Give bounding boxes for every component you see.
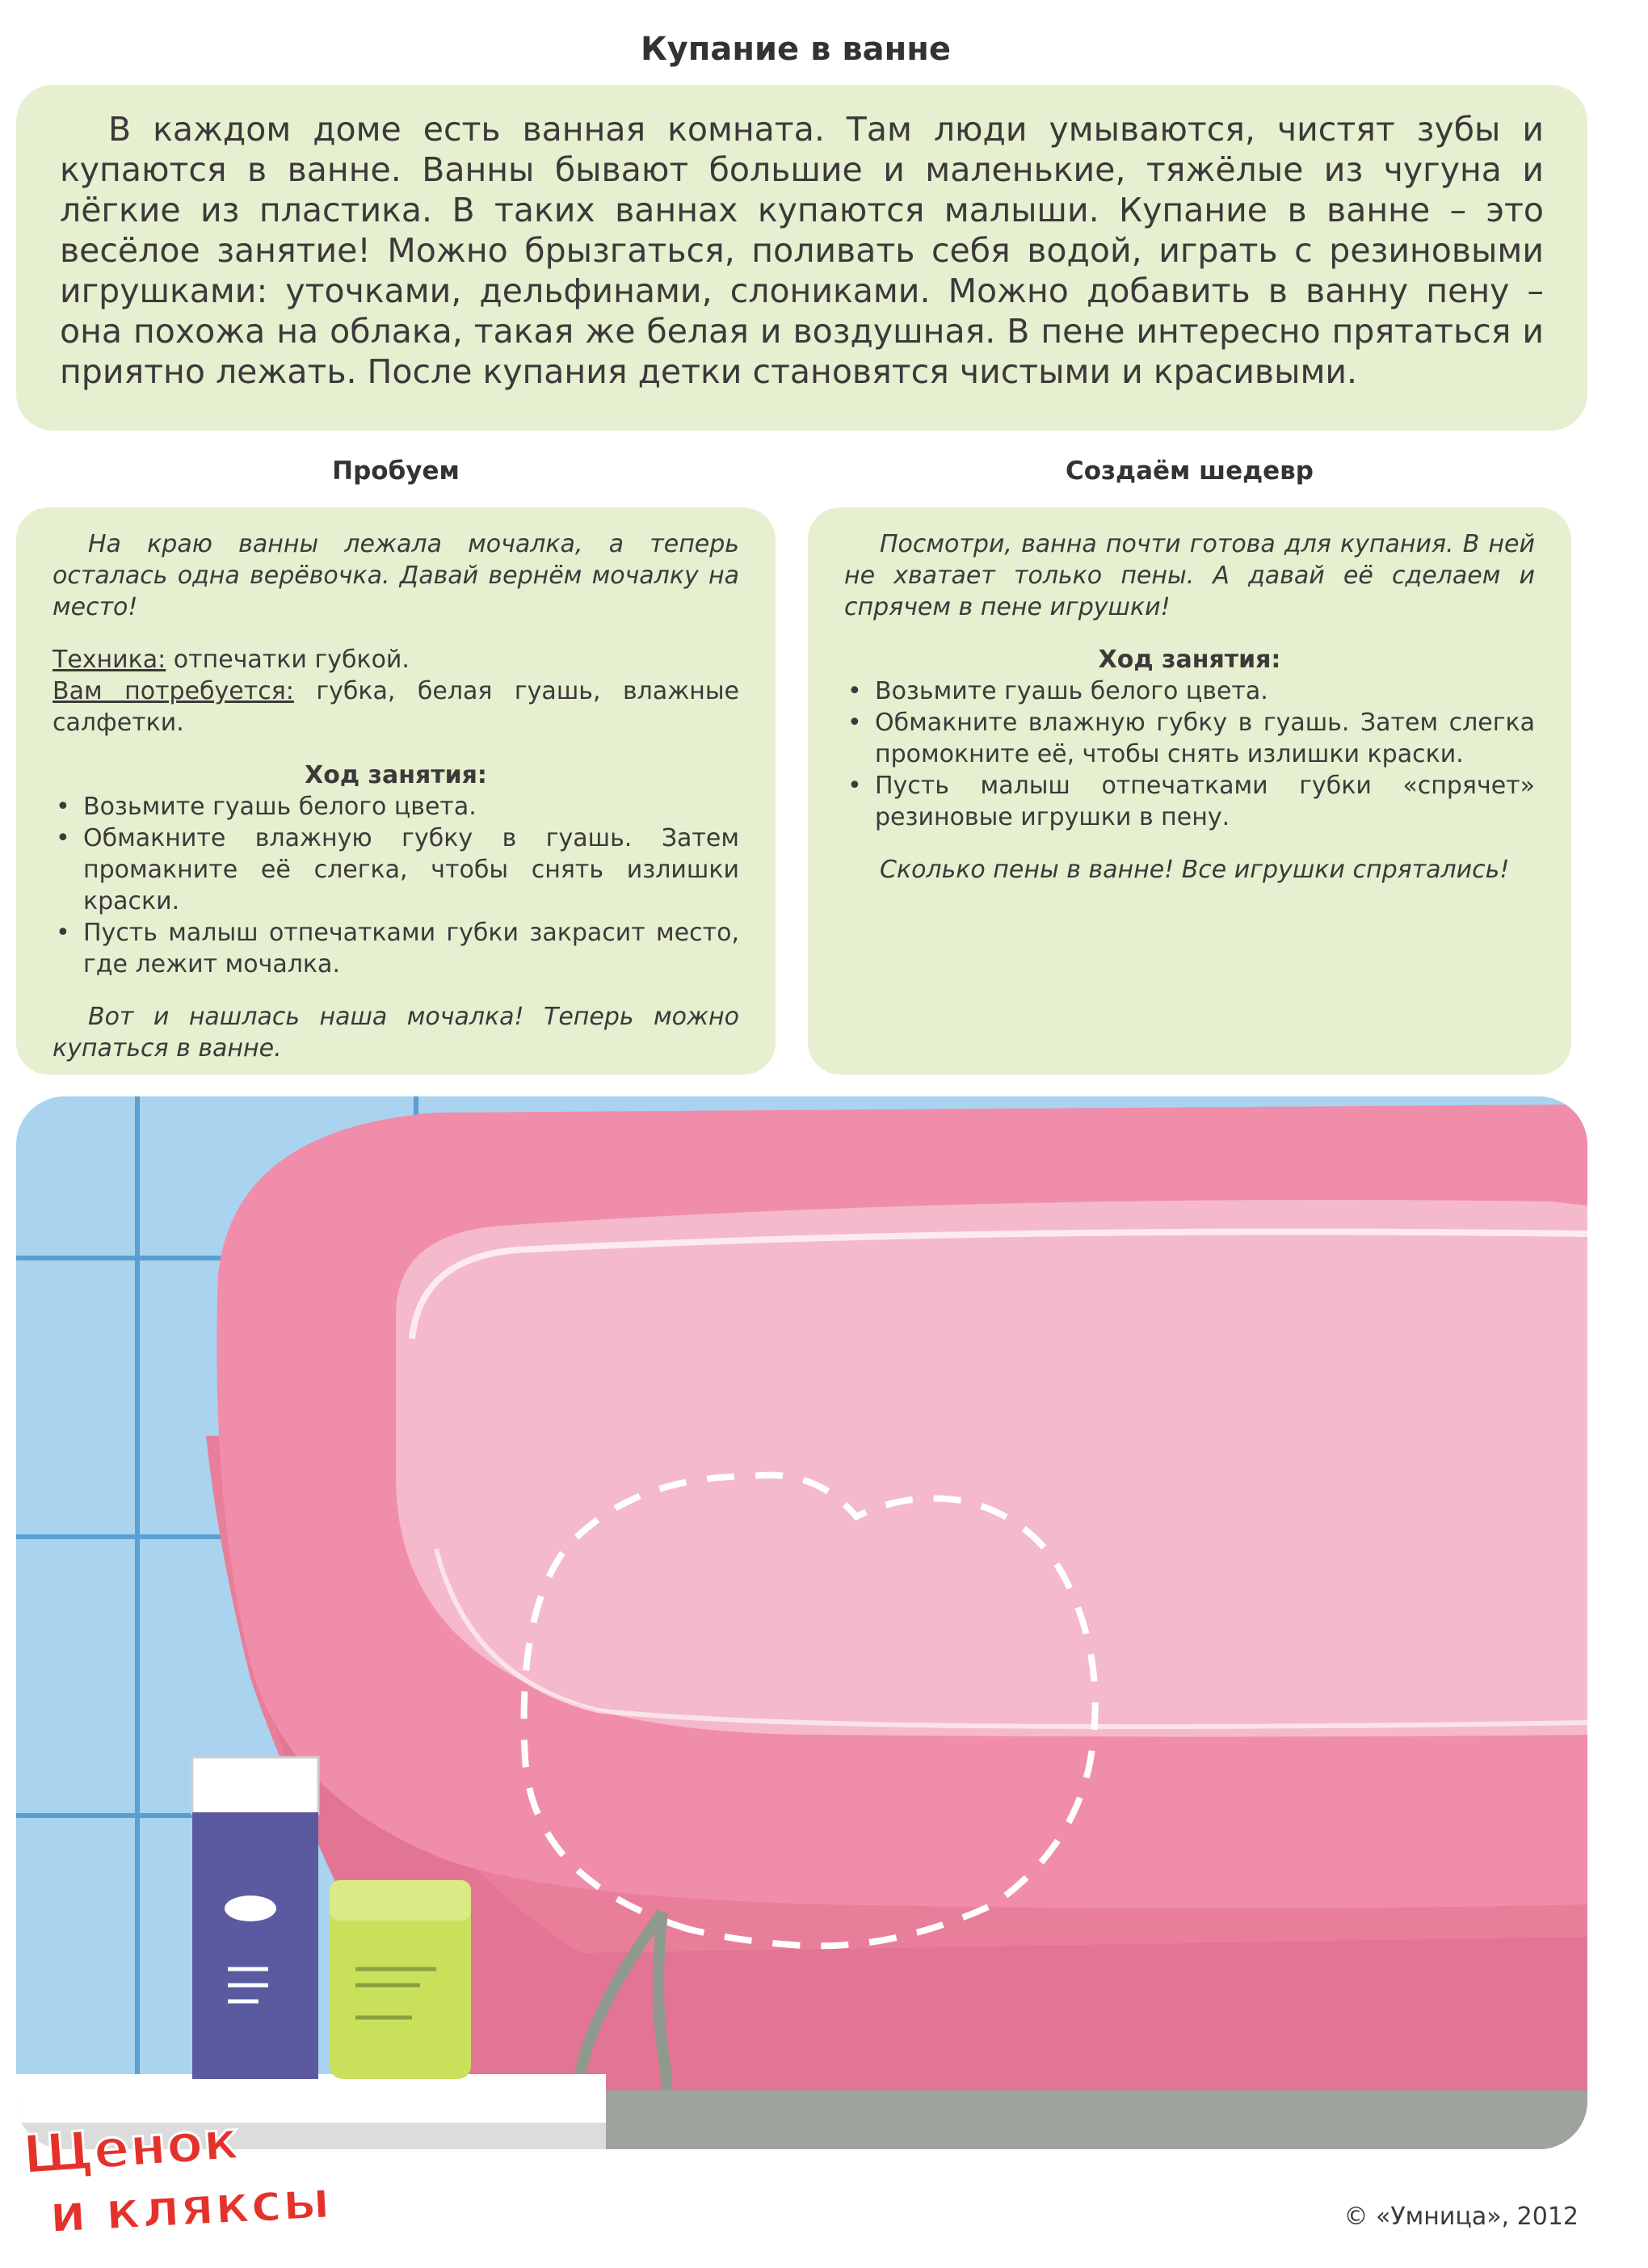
bathtub-illustration — [16, 1096, 1587, 2149]
list-item: • Пусть малыш отпечатками губки закрасит место, где лежит мочалка. — [53, 917, 739, 980]
list-item: • Возьмите гуашь белого цвета. — [53, 791, 739, 823]
soap-bottle — [330, 1880, 471, 2079]
left-closing: Вот и нашлась наша мочалка! Теперь можно купаться в ванне. — [53, 1003, 739, 1062]
left-story: На краю ванны лежала мочалка, а теперь осталась одна верёвочка. Давай вернём мочалку на место! — [53, 530, 739, 621]
materials-line — [53, 675, 739, 738]
left-card — [16, 507, 776, 1075]
list-item: • Обмакните влажную губку в гуашь. Затем промакните её слегка, чтобы снять излишки краски. — [53, 823, 739, 917]
shampoo-bottle — [192, 1757, 318, 2079]
page-title: Купание в ванне — [640, 31, 952, 68]
bathtub-basin — [396, 1200, 1587, 1737]
right-heading: Создаём шедевр — [1066, 457, 1314, 486]
copyright: © «Умница», 2012 — [1343, 2203, 1579, 2231]
bathtub-svg — [16, 1096, 1587, 2149]
left-heading: Пробуем — [332, 457, 460, 486]
right-steps-title: Ход занятия: — [1098, 646, 1281, 674]
technique-value: отпечатки губкой. — [166, 646, 410, 674]
technique-line — [53, 644, 739, 675]
right-story: Посмотри, ванна почти готова для купания. В ней не хватает только пены. А давай её сделаем и спрячем в пене игрушки! — [844, 530, 1535, 621]
floor-strip — [582, 2090, 1587, 2149]
list-item: • Возьмите гуашь белого цвета. — [844, 675, 1535, 707]
materials-label: Вам потребуется: — [53, 677, 294, 705]
logo-line2: и кляксы — [47, 2168, 332, 2245]
list-item: • Пусть малыш отпечатками губки «спрячет» резиновые игрушки в пену. — [844, 770, 1535, 833]
right-steps-list — [844, 675, 1535, 833]
logo-line1: Щенок — [20, 2115, 242, 2186]
right-closing: Сколько пены в ванне! Все игрушки спрятались! — [880, 856, 1510, 884]
right-card — [808, 507, 1571, 1075]
materials-value: губка, белая гуашь, влажные салфетки. — [53, 677, 739, 737]
logo — [18, 2115, 397, 2245]
technique-label: Техника: — [53, 646, 166, 674]
left-steps-title: Ход занятия: — [305, 761, 487, 789]
left-steps-list — [53, 791, 739, 980]
intro-text: В каждом доме есть ванная комната. Там люди умываются, чистят зубы и купаются в ванне. Ванны бывают большие и маленькие, тяжёлые из чугуна и лёгкие из пластика. В таких ваннах купаются малыши. Купание в ванне – это весёлое занятие! Можно брызгаться, поливать себя водой, играть с резиновыми игрушками: уточками, дельфинами, слониками. Можно добавить в ванну пену – она похожа на облака, такая же белая и воздушная. В пене интересно прятаться и приятно лежать. После купания детки становятся чистыми и красивыми. — [16, 85, 1587, 431]
list-item: • Обмакните влажную губку в гуашь. Затем слегка промокните её, чтобы снять излишки краски. — [844, 707, 1535, 770]
